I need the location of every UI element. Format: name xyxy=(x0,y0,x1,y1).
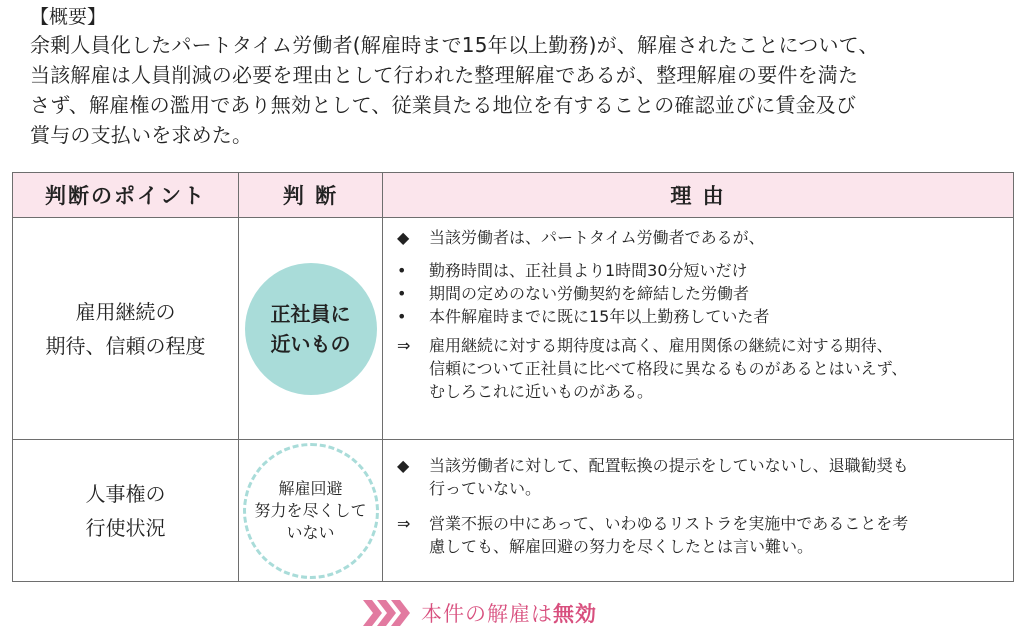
reason-cell xyxy=(383,440,1014,582)
reason-main xyxy=(397,226,1003,249)
judgment-line: 努力を尽くして xyxy=(254,500,367,520)
overview-line: さず、解雇権の濫用であり無効として、従業員たる地位を有することの確認並びに賃金及び xyxy=(30,93,857,117)
reason-text: 期間の定めのない労働契約を締結した労働者 xyxy=(429,284,750,303)
overview-line: 当該解雇は人員削減の必要を理由として行われた整理解雇であるが、整理解雇の要件を満た xyxy=(30,63,859,87)
reason-bullet xyxy=(397,305,1003,328)
reason-text: 慮しても、解雇回避の努力を尽くしたとは言い難い。 xyxy=(429,537,814,556)
header-point: 判断のポイント xyxy=(13,173,239,218)
reason-text: 雇用継続に対する期待度は高く、雇用関係の継続に対する期待、 xyxy=(429,336,893,355)
reason-text: 営業不振の中にあって、いわゆるリストラを実施中であることを考 xyxy=(429,514,909,533)
judgment-cell xyxy=(239,218,383,440)
table-header-row xyxy=(13,173,1014,218)
overview-section xyxy=(30,4,1010,150)
point-line: 行使状況 xyxy=(85,515,166,540)
conclusion-emphasis: 無効 xyxy=(553,602,597,626)
judgment-badge xyxy=(243,443,379,579)
overview-title: 【概要】 xyxy=(30,6,107,28)
bullet-icon: • xyxy=(397,261,407,280)
judgment-line: いない xyxy=(286,522,335,542)
reason-text: 本件解雇時までに既に15年以上勤務していた者 xyxy=(429,307,770,326)
judgment-badge xyxy=(245,263,377,395)
judgment-line: 正社員に xyxy=(270,301,351,326)
judgment-table xyxy=(12,172,1014,582)
conclusion-banner xyxy=(363,597,597,629)
judgment-line: 解雇回避 xyxy=(278,478,343,498)
reason-text: 信頼について正社員に比べて格段に異なるものがあるとはいえず、 xyxy=(429,359,908,378)
reason-text: 当該労働者は、パートタイム労働者であるが、 xyxy=(429,228,765,247)
judgment-cell xyxy=(239,440,383,582)
point-line: 雇用継続の xyxy=(75,299,176,324)
reason-conclusion xyxy=(397,334,1003,403)
conclusion-text xyxy=(421,598,597,628)
arrow-icon: ⇒ xyxy=(397,514,411,533)
conclusion-prefix: 本件の解雇は xyxy=(421,602,553,626)
table-row xyxy=(13,440,1014,582)
reason-text: 行っていない。 xyxy=(429,479,542,498)
reason-main xyxy=(397,454,1003,500)
judgment-line: 近いもの xyxy=(270,331,351,356)
overview-line: 余剰人員化したパートタイム労働者(解雇時まで15年以上勤務)が、解雇されたことについて、 xyxy=(30,33,879,57)
reason-bullet xyxy=(397,259,1003,282)
reason-conclusion xyxy=(397,512,1003,558)
header-judgment: 判 断 xyxy=(239,173,383,218)
point-line: 期待、信頼の程度 xyxy=(45,333,206,358)
overview-body xyxy=(30,30,1010,150)
diamond-icon: ◆ xyxy=(397,228,410,247)
point-line: 人事権の xyxy=(85,481,166,506)
arrow-icon: ⇒ xyxy=(397,336,411,355)
diamond-icon: ◆ xyxy=(397,456,410,475)
reason-text: 勤務時間は、正社員より1時間30分短いだけ xyxy=(429,261,748,280)
bullet-icon: • xyxy=(397,284,407,303)
point-cell xyxy=(13,440,239,582)
reason-cell xyxy=(383,218,1014,440)
overview-line: 賞与の支払いを求めた。 xyxy=(30,123,253,147)
table-row xyxy=(13,218,1014,440)
reason-text: 当該労働者に対して、配置転換の提示をしていないし、退職勧奨も xyxy=(429,456,909,475)
point-cell xyxy=(13,218,239,440)
reason-text: むしろこれに近いものがある。 xyxy=(429,382,654,401)
reason-bullet xyxy=(397,282,1003,305)
header-reason: 理 由 xyxy=(383,173,1014,218)
bullet-icon: • xyxy=(397,307,407,326)
triple-chevron-right-icon xyxy=(363,598,411,628)
